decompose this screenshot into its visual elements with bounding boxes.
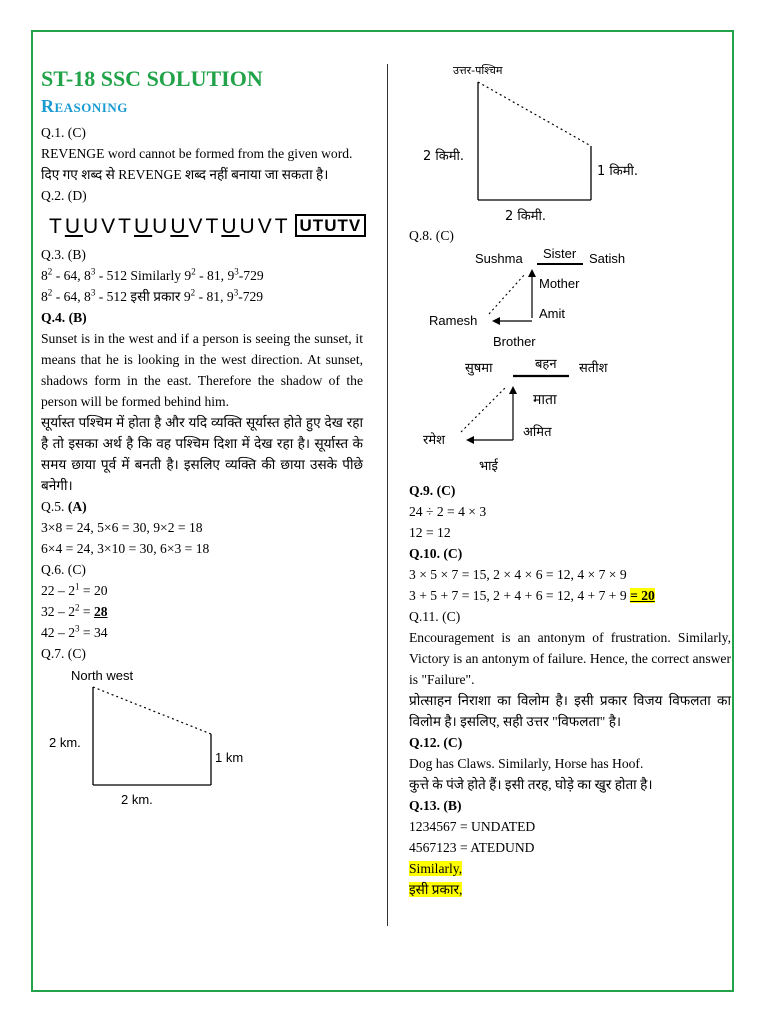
q3-line-hi: $8^2 - 64$, $8^3 - 512$ इसी प्रकार $9^2 - 81$, $9^3-729$ xyxy=(41,287,264,304)
q8-hi-ramesh: रमेश xyxy=(423,433,445,448)
q10-line1: 3 × 5 × 7 = 15, 2 × 4 × 6 = 12, 4 × 7 × 9 xyxy=(409,567,627,582)
q5-label: Q.5. (A) xyxy=(41,499,87,514)
q8-hi-sister: बहन xyxy=(535,357,557,372)
q12-explanation-hi: कुत्ते के पंजे होते हैं। इसी तरह, घोड़े का खुर होता है। xyxy=(409,777,653,792)
q7-bottom-distance: 2 km. xyxy=(121,792,153,807)
q13-line1: 1234567 = UNDATED xyxy=(409,819,536,834)
q5-line2: 6×4 = 24, 3×10 = 30, 6×3 = 18 xyxy=(41,541,210,556)
q8-hi-satish: सतीश xyxy=(579,361,608,376)
q7-hi-bottom-distance: 2 किमी. xyxy=(505,209,547,224)
q9-line2: 12 = 12 xyxy=(409,525,451,540)
q13-line2: 4567123 = ATEDUND xyxy=(409,840,535,855)
page-title: ST-18 SSC SOLUTION xyxy=(41,66,263,91)
q4-explanation-en: Sunset is in the west and if a person is seeing the sunset, it means that he is looking in the west direction. At sunset, shadows form in the east. Therefore the shadow of the person will be formed behind him. xyxy=(41,331,363,409)
q4-explanation-hi: सूर्यास्त पश्चिम में होता है और यदि व्यक्ति सूर्यास्त होते हुए देख रहा है तो इसका अर्थ है कि वह पश्चिम दिशा में देख रहा है। सूर्यास्त के समय छाया पूर्व में बनती है। इसलिए व्यक्ति की छाया उसके पीछे बनेगी। xyxy=(41,415,363,493)
q8-family-diagram-hi xyxy=(409,354,669,480)
q2-answer-box: UTUTV xyxy=(295,214,367,237)
q12-label: Q.12. (C) xyxy=(409,735,463,750)
q7-hi-corner-label: उत्तर-पश्चिम xyxy=(453,64,503,77)
left-column xyxy=(41,64,363,814)
q6-line1: $22 - 2^1 = 20$ xyxy=(41,581,108,598)
q8-mother: Mother xyxy=(539,276,580,291)
column-divider xyxy=(387,64,388,926)
q10-label: Q.10. (C) xyxy=(409,546,463,561)
q7-hi-left-distance: 2 किमी. xyxy=(423,149,465,164)
q8-hi-sushma: सुषमा xyxy=(465,361,493,376)
q8-family-diagram-en xyxy=(409,246,669,354)
q8-hi-brother: भाई xyxy=(479,459,498,474)
q8-brother: Brother xyxy=(493,334,536,349)
q9-label: Q.9. (C) xyxy=(409,483,456,498)
q7-right-distance: 1 km xyxy=(215,750,244,765)
q4-label: Q.4. (B) xyxy=(41,310,87,325)
q1-explanation-en: REVENGE word cannot be formed from the given word. xyxy=(41,146,353,161)
q11-label: Q.11. (C) xyxy=(409,609,461,624)
q5-line1: 3×8 = 24, 5×6 = 30, 9×2 = 18 xyxy=(41,520,203,535)
q13-label: Q.13. (B) xyxy=(409,798,462,813)
q10-line2: 3 + 5 + 7 = 15, 2 + 4 + 6 = 12, 4 + 7 + 9 = 20 xyxy=(409,588,655,603)
q11-explanation-hi: प्रोत्साहन निराशा का विलोम है। इसी प्रकार विजय विफलता का विलोम है। इसलिए, सही उत्तर "विफलता" है। xyxy=(409,693,731,729)
q10-answer: = 20 xyxy=(630,588,655,603)
q2-label: Q.2. (D) xyxy=(41,188,87,203)
q8-satish: Satish xyxy=(589,251,626,266)
q11-explanation-en: Encouragement is an antonym of frustration. Similarly, Victory is an antonym of failure. Hence, the correct answer is "Failure". xyxy=(409,630,731,687)
q8-label: Q.8. (C) xyxy=(409,228,454,243)
q6-line2: $32 - 2^2 = 28$ xyxy=(41,602,108,619)
q7-label: Q.7. (C) xyxy=(41,646,86,661)
q7-direction-diagram-hindi xyxy=(409,60,669,225)
q7-left-distance: 2 km. xyxy=(49,735,81,750)
q7-north-west-label: North west xyxy=(71,668,134,683)
q1-label: Q.1. (C) xyxy=(41,125,86,140)
q13-similarly-en: Similarly, xyxy=(409,861,463,876)
q8-sushma: Sushma xyxy=(475,251,523,266)
q7-hi-right-distance: 1 किमी. xyxy=(597,164,639,179)
q3-line-en: $8^2 - 64$, $8^3 - 512$ Similarly $9^2 - 81$, $9^3-729$ xyxy=(41,266,264,283)
q3-label: Q.3. (B) xyxy=(41,247,86,262)
q2-letter-sequence: TUUVTUUUVTUUVT UTUTV xyxy=(49,216,363,238)
q12-explanation-en: Dog has Claws. Similarly, Horse has Hoof. xyxy=(409,756,644,771)
q8-ramesh: Ramesh xyxy=(429,313,478,328)
q8-amit: Amit xyxy=(539,306,565,321)
q13-similarly-hi: इसी प्रकार, xyxy=(409,882,463,897)
q8-hi-amit: अमित xyxy=(523,425,552,440)
right-column xyxy=(409,64,731,900)
q8-sister: Sister xyxy=(543,246,577,261)
q9-line1: 24 ÷ 2 = 4 × 3 xyxy=(409,504,487,519)
q8-hi-mother: माता xyxy=(533,392,557,408)
q7-direction-diagram xyxy=(41,664,271,814)
q6-line3: $42 - 2^3 = 34$ xyxy=(41,623,108,640)
section-subtitle: Reasoning xyxy=(41,96,128,116)
q1-explanation-hi: दिए गए शब्द से REVENGE शब्द नहीं बनाया जा सकता है। xyxy=(41,167,329,182)
q6-label: Q.6. (C) xyxy=(41,562,86,577)
